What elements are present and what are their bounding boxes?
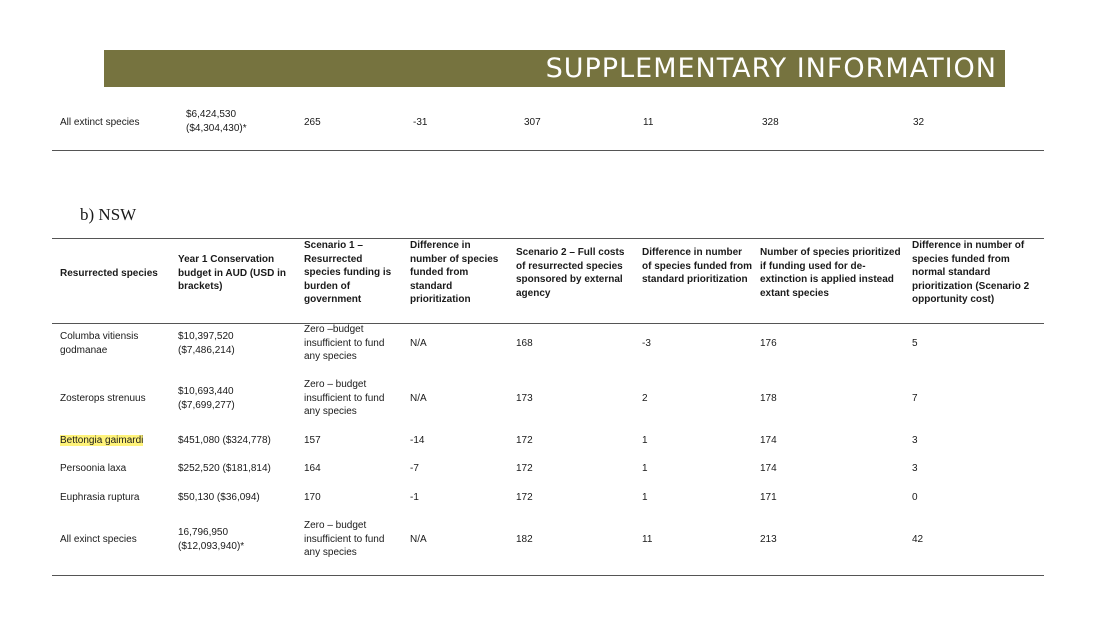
header-scenario1: Scenario 1 – Resurrected species funding is burden of government [304, 240, 392, 305]
header-opp-cost: Difference in number of species funded from normal standard prioritization (Scenario 2 opportunity cost) [912, 240, 1030, 305]
header-diff1: Difference in number of species funded from standard prioritization [410, 240, 499, 305]
section-banner [104, 50, 1005, 87]
table-a-prioritized: 328 [762, 117, 779, 128]
table-a-species: All extinct species [60, 117, 140, 128]
table-a-opp-cost: 32 [913, 117, 925, 128]
header-prioritized: Number of species prioritized if funding used for de-extinction is applied instead extant species [760, 247, 901, 299]
table-a-budget: $6,424,530 ($4,304,430)* [186, 109, 247, 134]
table-a-diff1: -31 [413, 117, 428, 128]
section-title-nsw: b) NSW [80, 205, 137, 224]
nsw-table: Resurrected species Year 1 Conservation budget in AUD (USD in brackets) Scenario 1 – Resurrected species funding is burden of government Difference in number of species funded from standard prioritization Scenario 2 – Full costs of resurrected species sponsored by external agency Difference in number of species funded from standard prioritization Number of species prioritized if funding used for de-extinction is applied instead extant species Difference in number of species funded from normal standard prioritization (Scenario 2 opportunity cost) Columba vitiensis godmanae $10,397,520 ($7,486,214) Zero –budget insufficient to fund any species N/A 168 -3 176 5 Zosterops strenuus $10,693,440 ($7,699,277) Zero – budget insufficient to fund any species N/A 173 2 178 7 Bettongia gaimardi $451,080 ($324,778) 157 -14 172 1 174 3 Persoonia laxa $252,520 ($181,814) 164 -7 172 1 174 3 Euphrasia ruptura $50,130 ($36,094) 170 -1 172 1 171 0 All exinct species 16,796,950 ($12,093,940)* Zero – budget insufficient to fund any species N/A 182 11 213 42 [52, 238, 1044, 576]
header-budget: Year 1 Conservation budget in AUD (USD in brackets) [178, 254, 286, 292]
table-a-scenario2: 307 [524, 117, 541, 128]
header-scenario2: Scenario 2 – Full costs of resurrected species sponsored by external agency [516, 247, 625, 299]
table-a-diff2: 11 [643, 117, 654, 128]
table-a-scenario1: 265 [304, 117, 321, 128]
banner-title: SUPPLEMENTARY INFORMATION [545, 53, 997, 84]
header-diff2: Difference in number of species funded from standard prioritization [642, 247, 753, 285]
header-species: Resurrected species [60, 268, 158, 279]
highlighted-species: Bettongia gaimardi [60, 435, 144, 446]
table-a-total-row [52, 104, 1044, 151]
header-divider [52, 323, 1044, 324]
